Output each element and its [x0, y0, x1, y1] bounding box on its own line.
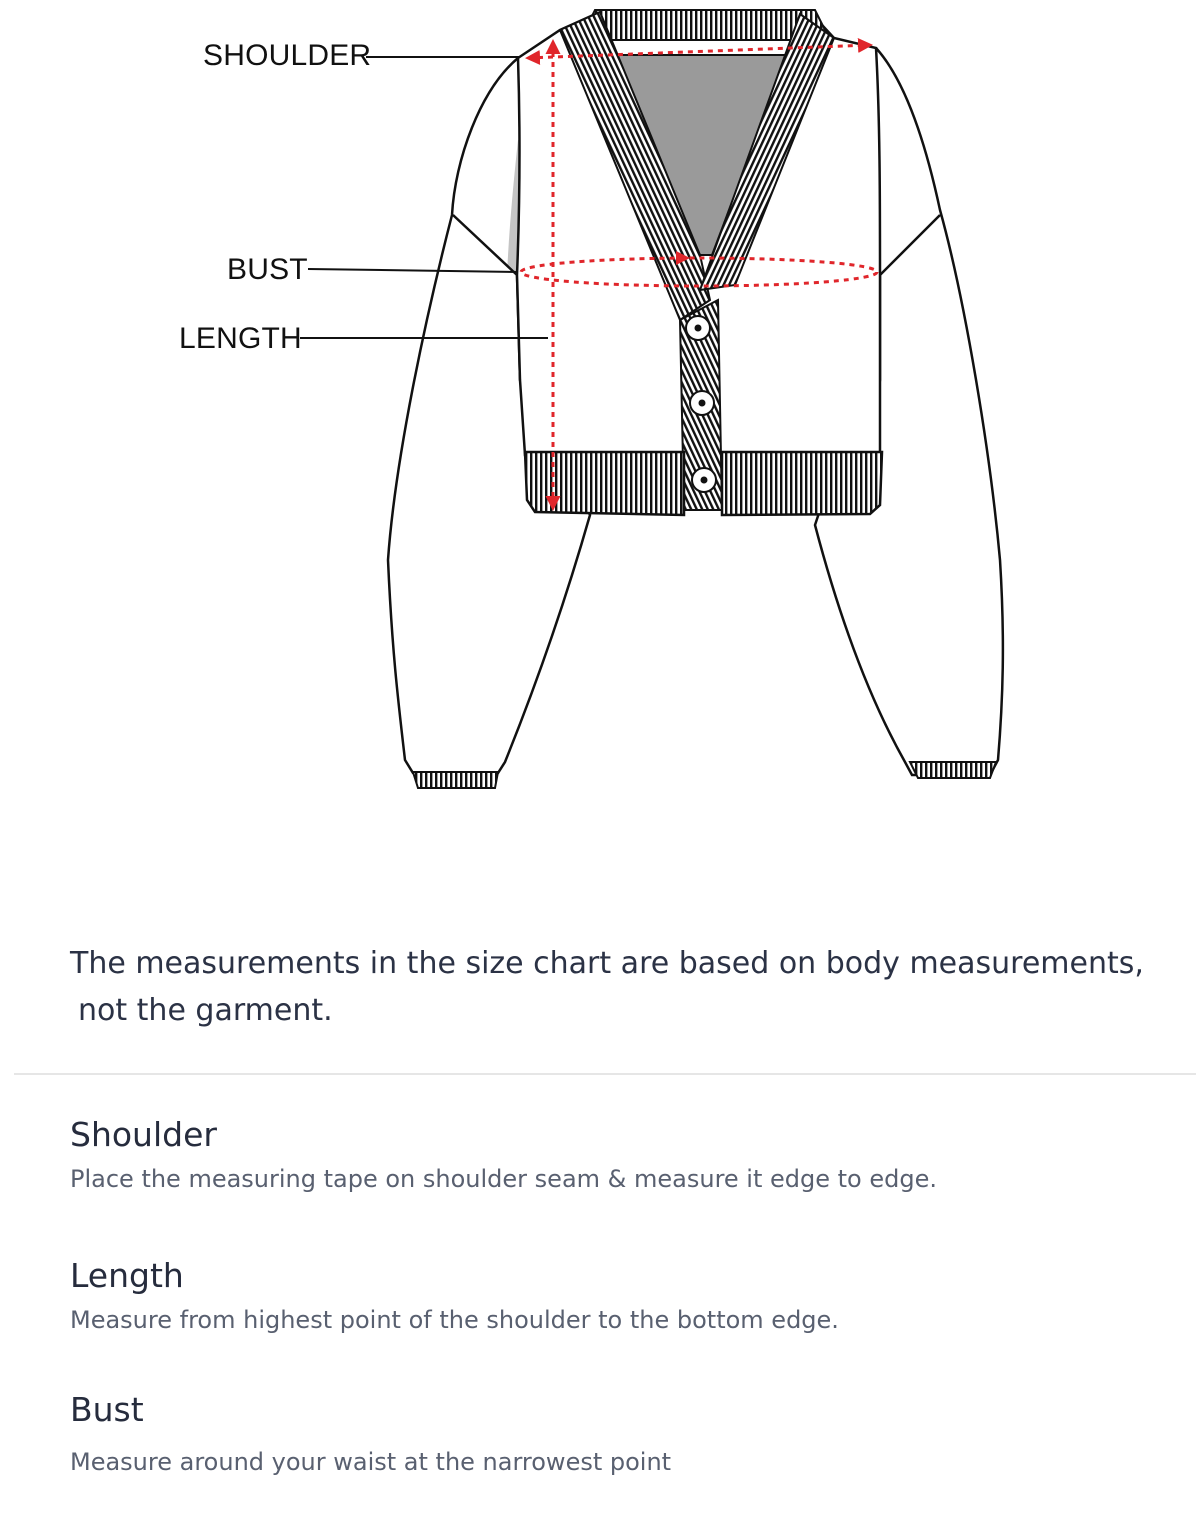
- guide-length-title: Length: [70, 1256, 184, 1295]
- measurement-note: [70, 940, 1170, 1034]
- measurement-note-line-1: The measurements in the size chart are based on body measurements,: [70, 946, 1144, 981]
- guide-length-description: Measure from highest point of the shoulder to the bottom edge.: [70, 1306, 839, 1334]
- bust-callout-label: BUST: [227, 253, 308, 286]
- button-top: [686, 316, 710, 340]
- hem-band-right: [722, 452, 882, 515]
- guide-shoulder-description: Place the measuring tape on shoulder seam & measure it edge to edge.: [70, 1165, 937, 1193]
- shoulder-callout-label: SHOULDER: [203, 39, 372, 72]
- button-middle: [690, 391, 714, 415]
- length-callout-label: LENGTH: [179, 322, 302, 355]
- guide-length: [70, 1256, 1170, 1336]
- button-bottom: [692, 468, 716, 492]
- guide-bust-description: Measure around your waist at the narrowest point: [70, 1448, 672, 1476]
- guide-bust: [70, 1390, 1170, 1478]
- guide-bust-title: Bust: [70, 1390, 144, 1429]
- guide-shoulder: [70, 1115, 1170, 1195]
- measurement-note-line-2: not the garment.: [78, 993, 333, 1028]
- section-divider: [14, 1073, 1196, 1075]
- hem-band-left: [525, 452, 684, 515]
- right-cuff: [910, 762, 996, 778]
- left-cuff: [413, 772, 498, 788]
- guide-shoulder-title: Shoulder: [70, 1115, 217, 1154]
